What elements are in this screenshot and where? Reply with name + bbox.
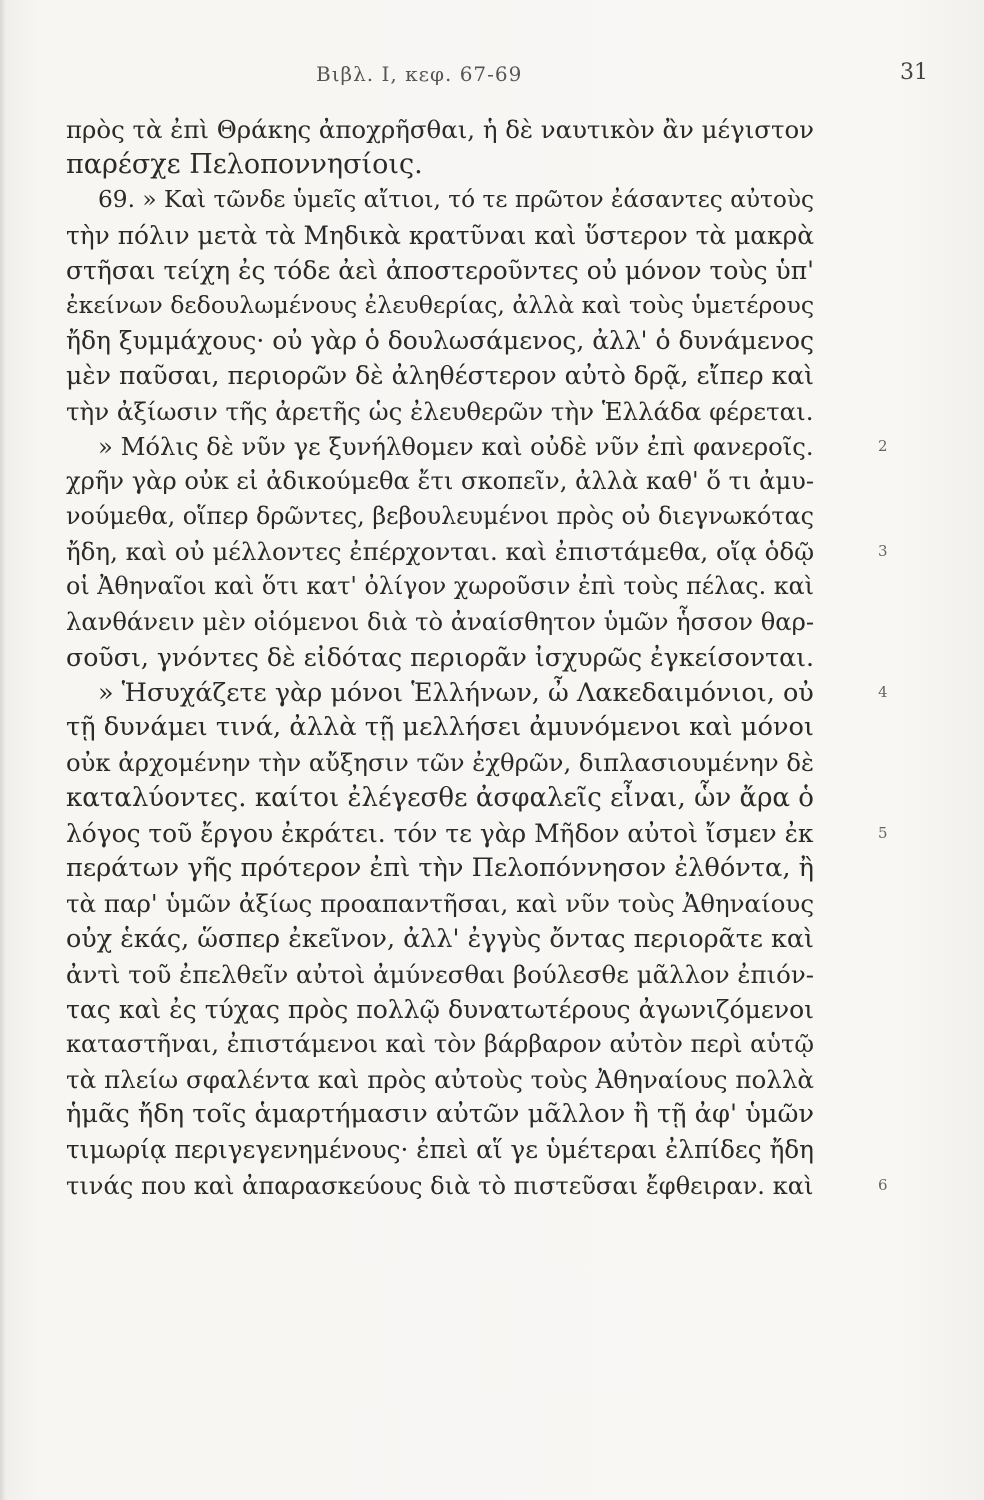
page-number: 31: [900, 60, 928, 85]
running-head: Βιβλ. Ι, κεφ. 67-69: [316, 62, 523, 86]
text-block: [66, 112, 888, 1203]
text-line: τὴν πόλιν μετὰ τὰ Μηδικὰ κρατῦναι καὶ ὕστερον τὰ μακρὰ: [66, 220, 814, 250]
text-line: ἤδη ξυμμάχους· οὐ γὰρ ὁ δουλωσάμενος, ἀλλ' ὁ δυνάμενος: [66, 326, 814, 356]
text-line: πρὸς τὰ ἐπὶ Θράκης ἀποχρῆσθαι, ἡ δὲ ναυτικὸν ἂν μέγιστον: [66, 115, 814, 144]
text-line: τὰ πλείω σφαλέντα καὶ πρὸς αὐτοὺς τοὺς Ἀθηναίους πολλὰ: [66, 1065, 815, 1095]
text-line: οὐχ ἑκάς, ὥσπερ ἐκεῖνον, ἀλλ' ἐγγὺς ὄντας περιορᾶτε καὶ: [66, 923, 814, 954]
section-start-line: [66, 429, 888, 464]
text-line-with-margin: [66, 1168, 888, 1203]
text-line-content: » Μόλις δὲ νῦν γε ξυνήλθομεν καὶ οὐδὲ νῦν ἐπὶ φανεροῖς.: [98, 431, 814, 461]
text-line-with-margin: [66, 534, 888, 569]
text-line: ἡμᾶς ἤδη τοῖς ἁμαρτήμασιν αὐτῶν μᾶλλον ἢ τῇ ἀφ' ὑμῶν: [66, 1099, 814, 1130]
text-line: ἀντὶ τοῦ ἐπελθεῖν αὐτοὶ ἀμύνεσθαι βούλεσθε μᾶλλον ἐπιόν-: [66, 959, 814, 989]
section-start-line: [66, 675, 888, 710]
text-line-with-margin: [66, 816, 888, 851]
text-line: τας καὶ ἐς τύχας πρὸς πολλῷ δυνατωτέρους ἀγωνιζόμενοι: [66, 994, 814, 1024]
text-line: τῇ δυνάμει τινά, ἀλλὰ τῇ μελλήσει ἀμυνόμενοι καὶ μόνοι: [66, 712, 814, 743]
text-line: παρέσχε Πελοποννησίοις.: [66, 149, 423, 181]
text-line-content: » Ἡσυχάζετε γὰρ μόνοι Ἑλλήνων, ὦ Λακεδαιμόνιοι, οὐ: [98, 678, 814, 708]
text-line: μὲν παῦσαι, περιορῶν δὲ ἀληθέστερον αὐτὸ δρᾷ, εἴπερ καὶ: [66, 361, 814, 391]
section-number: 6: [878, 1175, 888, 1194]
section-number: 2: [878, 436, 888, 455]
text-line: τὴν ἀξίωσιν τῆς ἀρετῆς ὡς ἐλευθερῶν τὴν Ἑλλάδα φέρεται.: [66, 396, 814, 426]
text-line: νούμεθα, οἵπερ δρῶντες, βεβουλευμένοι πρὸς οὐ διεγνωκότας: [66, 502, 814, 531]
section-number: 4: [878, 683, 888, 701]
text-line: χρῆν γὰρ οὐκ εἰ ἀδικούμεθα ἔτι σκοπεῖν, ἀλλὰ καθ' ὅ τι ἀμυ-: [66, 466, 814, 495]
text-line-content: ἤδη, καὶ οὐ μέλλοντες ἐπέρχονται. καὶ ἐπιστάμεθα, οἵᾳ ὁδῷ: [66, 537, 815, 567]
text-line-content: λόγος τοῦ ἔργου ἐκράτει. τόν τε γὰρ Μῆδον αὐτοὶ ἴσμεν ἐκ: [66, 818, 814, 848]
binding-edge: [0, 0, 6, 1500]
text-line: τιμωρίᾳ περιγεγενημένους· ἐπεὶ αἵ γε ὑμέτεραι ἐλπίδες ἤδη: [66, 1135, 814, 1165]
text-line: καταστῆναι, ἐπιστάμενοι καὶ τὸν βάρβαρον αὐτὸν περὶ αὑτῷ: [66, 1029, 814, 1058]
chapter-start-line: 69. » Καὶ τῶνδε ὑμεῖς αἴτιοι, τό τε πρῶτον ἐάσαντες αὐτοὺς: [98, 186, 814, 214]
text-line: λανθάνειν μὲν οἰόμενοι διὰ τὸ ἀναίσθητον ὑμῶν ἧσσον θαρ-: [66, 607, 814, 636]
text-line-content: τινάς που καὶ ἀπαρασκεύους διὰ τὸ πιστεῦσαι ἔφθειραν. καὶ: [66, 1171, 814, 1200]
text-line: τὰ παρ' ὑμῶν ἀξίως προαπαντῆσαι, καὶ νῦν τοὺς Ἀθηναίους: [66, 889, 815, 919]
text-line: οἱ Ἀθηναῖοι καὶ ὅτι κατ' ὀλίγον χωροῦσιν ἐπὶ τοὺς πέλας. καὶ: [66, 572, 814, 601]
text-line: στῆσαι τείχη ἐς τόδε ἀεὶ ἀποστεροῦντες οὐ μόνον τοὺς ὑπ': [66, 255, 814, 285]
text-line: περάτων γῆς πρότερον ἐπὶ τὴν Πελοπόννησον ἐλθόντα, ἢ: [66, 852, 814, 883]
text-line: ἐκείνων δεδουλωμένους ἐλευθερίας, ἀλλὰ καὶ τοὺς ὑμετέρους: [66, 290, 815, 319]
text-line: οὐκ ἀρχομένην τὴν αὔξησιν τῶν ἐχθρῶν, διπλασιουμένην δὲ: [66, 748, 814, 778]
text-line: σοῦσι, γνόντες δὲ εἰδότας περιορᾶν ἰσχυρῶς ἐγκείσονται.: [66, 642, 815, 672]
text-line: καταλύοντες. καίτοι ἐλέγεσθε ἀσφαλεῖς εἶναι, ὧν ἄρα ὁ: [66, 782, 814, 813]
section-number: 3: [878, 542, 888, 561]
section-number: 5: [878, 823, 888, 842]
